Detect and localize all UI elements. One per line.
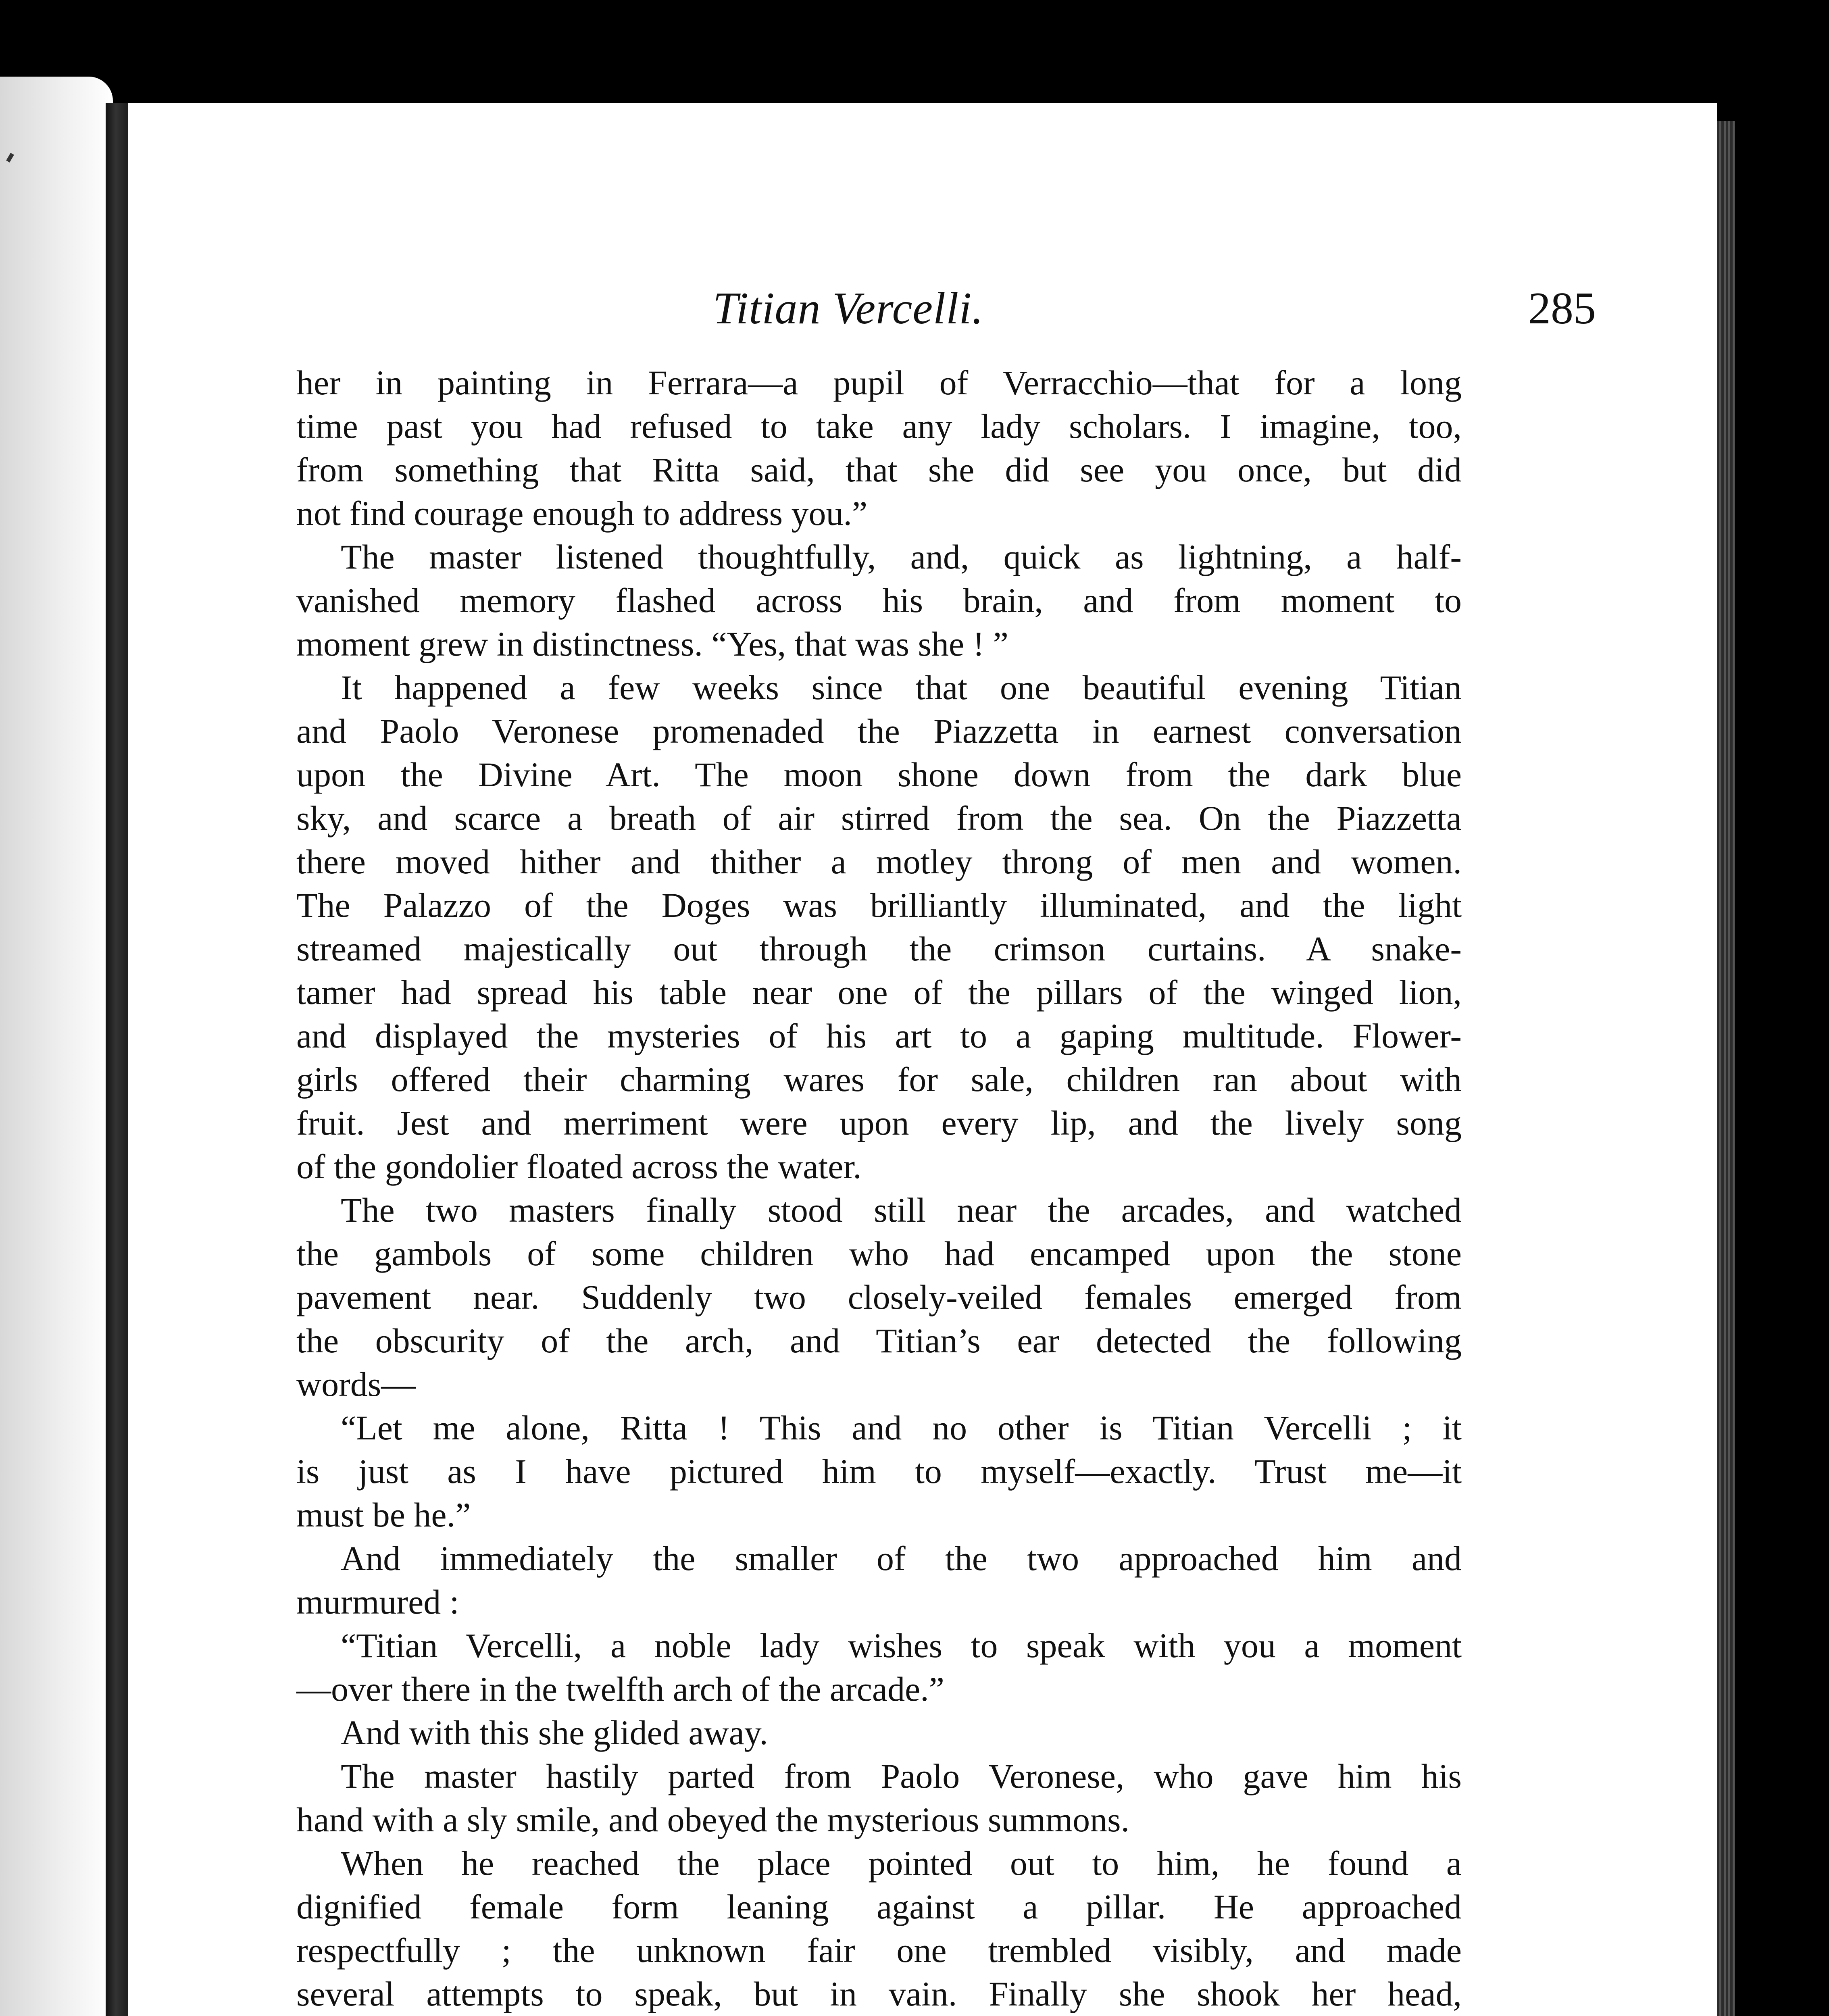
body-text [296,361,1462,2016]
text-line: there moved hither and thither a motley throng of men and women. [296,842,1462,881]
text-line: “Let me alone, Ritta ! This and no other is Titian Vercelli ; it [341,1408,1462,1447]
text-line: from something that Ritta said, that she did see you once, but did [296,450,1462,489]
text-line: words— [296,1365,416,1404]
text-line: time past you had refused to take any lady scholars. I imagine, too, [296,407,1462,446]
text-line: her in painting in Ferrara—a pupil of Verracchio—that for a long [296,363,1462,402]
running-header [128,278,1717,339]
text-line: and displayed the mysteries of his art to a gaping multitude. Flower- [296,1016,1462,1055]
facing-page-edge [0,77,113,2016]
text-line: The master listened thoughtfully, and, quick as lightning, a half- [341,537,1462,576]
text-line: the obscurity of the arch, and Titian’s ear detected the following [296,1321,1462,1360]
running-title: Titian Vercelli. [713,283,984,333]
text-line: dignified female form leaning against a pillar. He approached [296,1887,1462,1926]
page-stack-edge [1717,121,1735,2016]
text-line: streamed majestically out through the crimson curtains. A snake- [296,929,1462,968]
text-line: “Titian Vercelli, a noble lady wishes to speak with you a moment [341,1626,1462,1665]
text-line: —over there in the twelfth arch of the arcade.” [296,1670,944,1708]
text-line: moment grew in distinctness. “Yes, that was she ! ” [296,625,1008,663]
text-line: of the gondolier floated across the water. [296,1147,862,1186]
text-line: vanished memory flashed across his brain, and from moment to [296,581,1462,620]
text-line: When he reached the place pointed out to him, he found a [341,1844,1462,1883]
text-line: and Paolo Veronese promenaded the Piazzetta in earnest conversation [296,712,1462,750]
text-line: girls offered their charming wares for sale, children ran about with [296,1060,1462,1099]
text-line: is just as I have pictured him to myself—exactly. Trust me—it [296,1452,1462,1491]
text-line: several attempts to speak, but in vain. Finally she shook her head, [296,1974,1462,2013]
text-line: The master hastily parted from Paolo Veronese, who gave him his [341,1757,1462,1795]
text-line: The Palazzo of the Doges was brilliantly illuminated, and the light [296,886,1462,925]
text-line: not find courage enough to address you.” [296,494,868,533]
text-line: respectfully ; the unknown fair one trembled visibly, and made [296,1931,1462,1970]
text-line: must be he.” [296,1495,471,1534]
text-line: upon the Divine Art. The moon shone down from the dark blue [296,755,1462,794]
page-number: 285 [1528,283,1596,333]
text-line: And with this she glided away. [341,1713,768,1752]
text-line: hand with a sly smile, and obeyed the mysterious summons. [296,1800,1130,1839]
text-line: tamer had spread his table near one of the pillars of the winged lion, [296,973,1462,1012]
text-line: sky, and scarce a breath of air stirred from the sea. On the Piazzetta [296,799,1462,837]
text-line: murmured : [296,1583,459,1621]
text-line: fruit. Jest and merriment were upon every lip, and the lively song [296,1104,1462,1142]
text-line: The two masters finally stood still near the arcades, and watched [341,1191,1462,1229]
text-line: It happened a few weeks since that one beautiful evening Titian [341,668,1462,707]
book-gutter [106,103,131,2016]
text-line: pavement near. Suddenly two closely-veiled females emerged from [296,1278,1462,1316]
text-line: the gambols of some children who had encamped upon the stone [296,1234,1462,1273]
text-line: And immediately the smaller of the two approached him and [341,1539,1462,1578]
